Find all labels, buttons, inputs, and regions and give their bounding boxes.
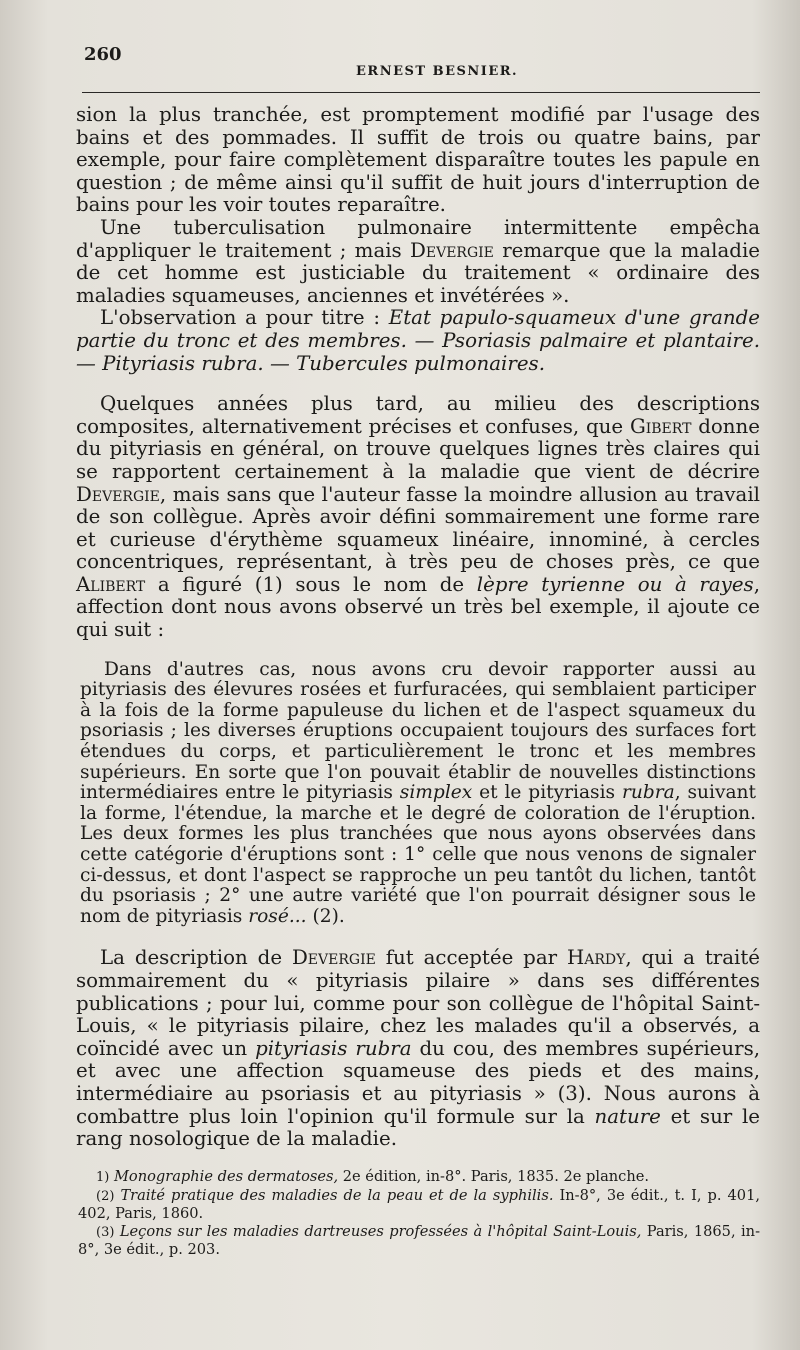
author-name: Alibert: [76, 572, 146, 596]
author-name: Gibert: [629, 414, 692, 438]
author-name: Devergie: [76, 482, 160, 506]
footnotes: [78, 1168, 760, 1259]
author-name: Hardy: [566, 946, 626, 970]
paragraph-continuation: sion la plus tranchée, est promptement modifié par l'usage des bains et des pommades. Il suffit de trois ou quatre bains, par exemple, pour faire complètement disparaître toutes les papule en question ; de même ainsi qu'il suffit de huit jours d'interruption de bains pour les voir toutes reparaître.: [76, 103, 760, 217]
running-head: ERNEST BESNIER.: [356, 64, 519, 79]
main-text: [76, 104, 760, 1151]
paragraph-observation-title: L'observation a pour titre : Etat papulo-squameux d'une grande partie du tronc et des membres. — Psoriasis palmaire et plantaire. — Pityriasis rubra. — Tubercules pulmonaires.: [76, 306, 760, 375]
paragraph-gibert: Quelques années plus tard, au milieu des descriptions composites, alternativement précises et confuses, que Gibert donne du pityriasis en général, on trouve quelques lignes très claires qui se rapportent certainement à la maladie que vient de décrire Devergie, mais sans que l'auteur fasse la moindre allusion au travail de son collègue. Après avoir défini sommairement une forme rare et curieuse d'érythème squameux linéaire, innominé, à cercles concentriques, représentant, à très peu de choses près, ce que Alibert a figuré (1) sous le nom de lèpre tyrienne ou à rayes, affection dont nous avons observé un très bel exemple, il ajoute ce qui suit :: [76, 392, 760, 642]
author-name: Devergie: [410, 238, 494, 262]
footnote-3: (3) Leçons sur les maladies dartreuses professées à l'hôpital Saint-Louis, Paris, 1865, in-8°, 3e édit., p. 203.: [78, 1222, 760, 1258]
footnote-2: (2) Traité pratique des maladies de la peau et de la syphilis. In-8°, 3e édit., t. I, p. 401, 402, Paris, 1860.: [78, 1186, 760, 1222]
observation-title: Etat papulo-squameux d'une grande partie du tronc et des membres. — Psoriasis palmaire et plantaire. — Pityriasis rubra. — Tubercules pulmonaires.: [76, 306, 760, 375]
block-quote: Dans d'autres cas, nous avons cru devoir rapporter aussi au pityriasis des élevures rosées et furfuracées, qui semblaient participer à la fois de la forme papuleuse du lichen et de l'aspect squameux du psoriasis ; les diverses éruptions occupaient toujours des surfaces fort étendues du corps, et particulièrement le tronc et les membres supérieurs. En sorte que l'on pouvait établir de nouvelles distinctions intermédiaires entre le pityriasis simplex et le pityriasis rubra, suivant la forme, l'étendue, la marche et le degré de coloration de l'éruption. Les deux formes les plus tranchées que nous ayons observées dans cette catégorie d'éruptions sont : 1° celle que nous venons de signaler ci-dessus, et dont l'aspect se rapproche un peu tantôt du lichen, tantôt du psoriasis ; 2° une autre variété que l'on pourrait désigner sous le nom de pityriasis rosé... (2).: [80, 658, 756, 927]
footnote-1: 1) Monographie des dermatoses, 2e édition, in-8°. Paris, 1835. 2e planche.: [96, 1168, 650, 1185]
paragraph-hardy: La description de Devergie fut acceptée par Hardy, qui a traité sommairement du « pityriasis pilaire » dans ses différentes publications ; pour lui, comme pour son collègue de l'hôpital Saint-Louis, « le pityriasis pilaire, chez les malades qu'il a observés, a coïncidé avec un pityriasis rubra du cou, des membres supérieurs, et avec une affection squameuse des pieds et des mains, intermédiaire au psoriasis et au pityriasis » (3). Nous aurons à combattre plus loin l'opinion qu'il formule sur la nature et sur le rang nosologique de la maladie.: [76, 946, 761, 1151]
paragraph-treatment: Une tuberculisation pulmonaire intermittente empêcha d'appliquer le traitement ; mais Devergie remarque que la maladie de cet homme est justiciable du traitement « ordinaire des maladies squameuses, anciennes et invétérées ».: [76, 215, 760, 307]
header-rule: [82, 92, 760, 93]
disease-name: lèpre tyrienne ou à rayes: [476, 572, 754, 596]
page-number: 260: [84, 44, 122, 65]
author-name: Devergie: [291, 946, 376, 970]
